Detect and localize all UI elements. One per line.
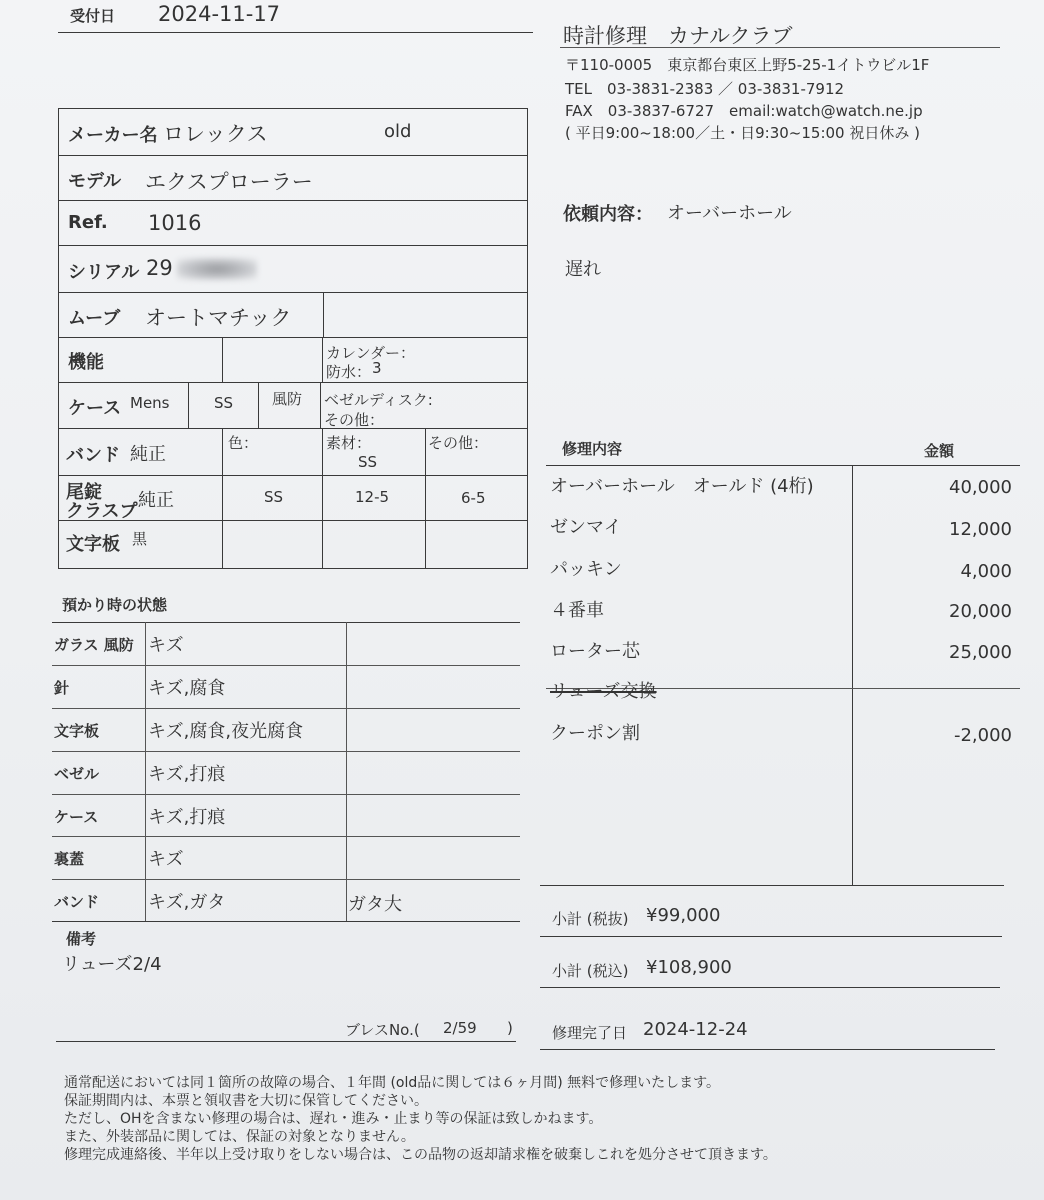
condition-label: ガラス 風防 (54, 636, 134, 654)
material-label: 素材： (326, 434, 372, 452)
repair-col-item: 修理内容 (562, 440, 623, 458)
receipt-underline (58, 32, 533, 33)
case-material: SS (214, 394, 234, 412)
repair-item-amount: 4,000 (960, 561, 1012, 582)
bracelet-label: ブレスNo.( (345, 1021, 420, 1039)
footer-line: ただし、OHを含まない修理の場合は、遅れ・進み・止まり等の保証は致しかねます。 (64, 1111, 603, 1127)
bracelet-underline (56, 1041, 516, 1042)
condition-label: 裏蓋 (54, 850, 85, 868)
clasp-label-1: 尾錠 (66, 482, 102, 503)
repair-item-name: ４番車 (550, 600, 604, 621)
condition-label: ベゼル (54, 765, 100, 783)
ref-label: Ref. (68, 212, 108, 233)
receipt-date-label: 受付日 (70, 7, 116, 25)
windproof-label: 風防 (272, 390, 303, 408)
repair-col-divider (852, 465, 853, 885)
repair-item-amount: 25,000 (949, 642, 1012, 663)
maker-label: メーカー名 (68, 125, 158, 146)
repair-item-name: クーポン割 (550, 723, 640, 744)
condition-value: キズ,腐食,夜光腐食 (148, 721, 304, 742)
bezel-label: ベゼルディスク: (324, 391, 433, 409)
condition-label: バンド (54, 893, 100, 911)
shop-name: 時計修理 カナルクラブ (563, 24, 793, 48)
serial-label: シリアル (68, 262, 140, 283)
complete-value: 2024-12-24 (643, 1019, 748, 1040)
condition-label: 針 (54, 679, 70, 697)
repair-item-amount: 20,000 (949, 601, 1012, 622)
dial-value: 黒 (132, 530, 148, 548)
repair-item-name: リューズ交換 (550, 681, 657, 702)
repair-item-amount: 12,000 (949, 519, 1012, 540)
calendar-label: カレンダー： (326, 344, 416, 362)
footer-line: 通常配送においては同１箇所の故障の場合、１年間 (old品に関しては６ヶ月間) 無料で修理いたします。 (64, 1075, 721, 1091)
move-label: ムーブ (68, 308, 121, 329)
receipt-date-value: 2024-11-17 (158, 2, 281, 26)
serial-value: 29 (146, 256, 257, 280)
subtotal-ex-rule (540, 936, 1002, 937)
request-note: 遅れ (565, 259, 601, 280)
repair-item-name: オーバーホール オールド (4桁) (550, 476, 814, 497)
subtotal-in-value: ¥108,900 (646, 957, 732, 978)
case-label: ケース (68, 398, 122, 419)
condition-value: キズ,ガタ (148, 892, 226, 913)
subtotal-ex-value: ¥99,000 (646, 905, 721, 926)
condition-title: 預かり時の状態 (62, 596, 168, 614)
water-label: 防水： (326, 363, 372, 381)
case-value: Mens (130, 394, 170, 412)
model-value: エクスプローラー (145, 170, 313, 194)
repair-item-name: ゼンマイ (550, 517, 622, 538)
case-other-label: その他： (324, 411, 385, 429)
condition-label: 文字板 (54, 722, 100, 740)
condition-value: キズ (148, 635, 184, 656)
move-value: オートマチック (145, 306, 292, 330)
dial-label: 文字板 (66, 534, 120, 555)
shop-underline (560, 47, 1000, 48)
serial-blur (177, 258, 257, 280)
band-value: 純正 (130, 444, 166, 465)
bracelet-value: 2/59 (443, 1019, 477, 1037)
shop-fax: FAX 03-3837-6727 email:watch@watch.ne.jp (565, 102, 923, 120)
repair-item-amount: -2,000 (953, 725, 1012, 746)
maker-value: ロレックス (163, 122, 268, 146)
shop-address: 〒110-0005 東京都台東区上野5-25-1イトウビル1F (565, 56, 930, 74)
band-other-label: その他： (428, 434, 489, 452)
clasp-size-2: 6-5 (461, 489, 486, 507)
notes-value: リューズ2/4 (62, 954, 162, 975)
color-label: 色： (228, 434, 259, 452)
clasp-label-2: クラスプ (66, 501, 138, 522)
subtotal-in-label: 小計 (税込) (552, 962, 629, 980)
clasp-size-1: 12-5 (355, 488, 390, 506)
shop-tel: TEL 03-3831-2383 ／ 03-3831-7912 (565, 80, 845, 98)
repair-item-name: ローター芯 (550, 641, 640, 662)
footer-line: 保証期間内は、本票と領収書を大切に保管してください。 (64, 1093, 428, 1109)
model-label: モデル (68, 171, 122, 192)
notes-label: 備考 (66, 930, 97, 948)
subtotal-ex-label: 小計 (税抜) (552, 910, 629, 928)
repair-item-name: パッキン (550, 559, 622, 580)
repair-bottom-rule (540, 885, 1004, 886)
complete-label: 修理完了日 (552, 1024, 628, 1042)
repair-item-amount: 40,000 (949, 477, 1012, 498)
bracelet-close: ) (507, 1019, 513, 1037)
footer-line: 修理完成連絡後、半年以上受け取りをしない場合は、この品物の返却請求権を破棄しこれを処分させて頂きます。 (64, 1147, 777, 1163)
complete-rule (540, 1049, 995, 1050)
subtotal-in-rule (540, 987, 1000, 988)
footer-line: また、外装部品に関しては、保証の対象となりません。 (64, 1129, 415, 1145)
condition-value: キズ,打痕 (148, 764, 226, 785)
request-label: 依頼内容： (563, 204, 653, 225)
condition-value: キズ (148, 849, 184, 870)
water-value: 3 (372, 359, 382, 377)
function-label: 機能 (68, 352, 104, 373)
shop-hours: ( 平日9:00~18:00／土・日9:30~15:00 祝日休み ) (565, 124, 920, 142)
repair-col-amount: 金額 (924, 442, 955, 460)
condition-extra: ガタ大 (348, 894, 402, 915)
clasp-material: SS (264, 488, 284, 506)
condition-value: キズ,打痕 (148, 807, 226, 828)
repair-header-rule (546, 465, 1020, 466)
condition-label: ケース (54, 808, 99, 826)
clasp-value: 純正 (138, 490, 174, 511)
ref-value: 1016 (148, 211, 202, 235)
band-label: バンド (66, 445, 120, 466)
condition-value: キズ,腐食 (148, 678, 226, 699)
maker-note: old (384, 121, 412, 142)
request-value: オーバーホール (667, 203, 792, 224)
material-value: SS (358, 453, 378, 471)
